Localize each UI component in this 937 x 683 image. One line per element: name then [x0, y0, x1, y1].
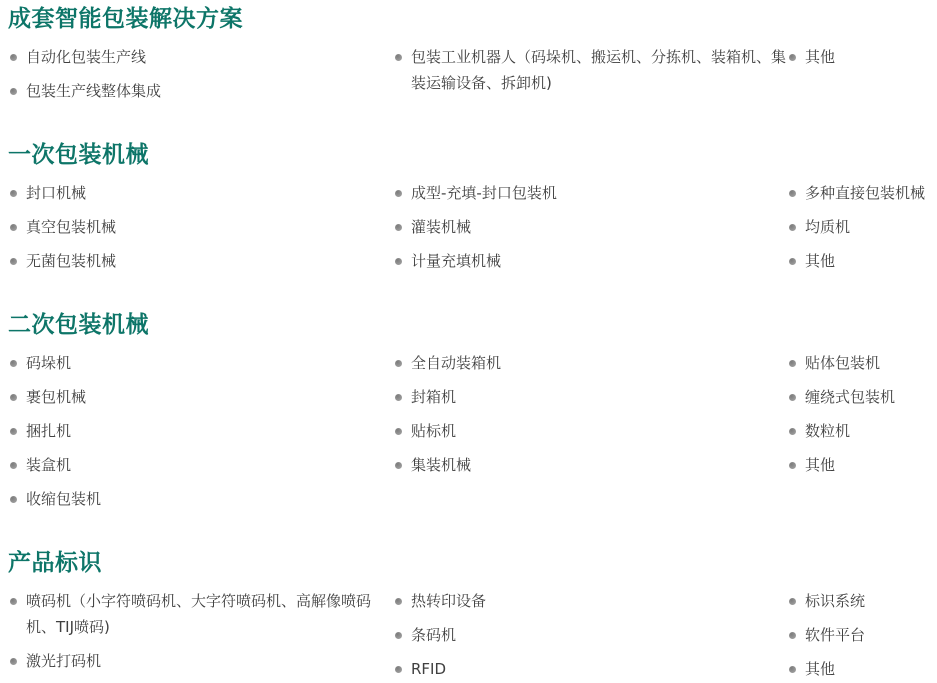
bullet-icon [395, 394, 402, 401]
category-item-label: 裹包机械 [26, 388, 87, 406]
category-item[interactable] [393, 452, 787, 478]
bullet-icon [10, 224, 17, 231]
category-item-label: 其他 [805, 48, 836, 66]
category-item[interactable] [787, 622, 937, 648]
category-item[interactable] [8, 452, 393, 478]
category-column [393, 44, 787, 104]
section-columns [8, 588, 937, 683]
bullet-icon [10, 428, 17, 435]
bullet-icon [395, 632, 402, 639]
category-item-label: 条码机 [411, 626, 457, 644]
category-item[interactable] [393, 656, 787, 682]
category-item-label: 包装生产线整体集成 [26, 82, 162, 100]
category-column [393, 350, 787, 486]
category-item-label: 其他 [805, 252, 836, 270]
category-item[interactable] [8, 214, 393, 240]
category-item-label: 喷码机（小字符喷码机、大字符喷码机、高解像喷码机、TIJ喷码) [26, 592, 372, 636]
category-item[interactable] [8, 418, 393, 444]
category-item[interactable] [787, 418, 937, 444]
section-columns [8, 44, 937, 112]
category-item[interactable] [8, 44, 393, 70]
bullet-icon [789, 190, 796, 197]
category-item[interactable] [393, 248, 787, 274]
category-column [8, 180, 393, 282]
category-item[interactable] [8, 350, 393, 376]
category-item-label: 捆扎机 [26, 422, 72, 440]
category-item-label: 收缩包装机 [26, 490, 102, 508]
bullet-icon [789, 360, 796, 367]
category-item-label: 自动化包装生产线 [26, 48, 147, 66]
category-item[interactable] [8, 588, 393, 640]
category-item[interactable] [8, 78, 393, 104]
bullet-icon [789, 258, 796, 265]
category-item-label: 均质机 [805, 218, 851, 236]
section-title: 二次包装机械 [8, 312, 149, 338]
category-item-label: 软件平台 [805, 626, 866, 644]
category-section [8, 312, 937, 520]
category-section [8, 142, 937, 282]
bullet-icon [395, 190, 402, 197]
category-section [8, 550, 937, 683]
category-column [8, 588, 393, 682]
bullet-icon [395, 54, 402, 61]
category-item[interactable] [393, 588, 787, 614]
category-item-label: 热转印设备 [411, 592, 487, 610]
category-item-label: 贴体包装机 [805, 354, 881, 372]
section-title: 一次包装机械 [8, 142, 149, 168]
category-item-label: 数粒机 [805, 422, 851, 440]
category-item[interactable] [393, 350, 787, 376]
category-item-label: RFID [411, 660, 447, 678]
category-item-label: 计量充填机械 [411, 252, 502, 270]
bullet-icon [10, 462, 17, 469]
category-item[interactable] [787, 248, 937, 274]
category-item-label: 包装工业机器人（码垛机、搬运机、分拣机、装箱机、集装运输设备、拆卸机) [411, 48, 787, 92]
bullet-icon [10, 258, 17, 265]
category-item-label: 无菌包装机械 [26, 252, 117, 270]
category-column [787, 44, 937, 78]
category-column [787, 180, 937, 282]
category-item[interactable] [393, 44, 787, 96]
category-section [8, 6, 937, 112]
bullet-icon [10, 598, 17, 605]
bullet-icon [395, 598, 402, 605]
bullet-icon [395, 360, 402, 367]
category-item-label: 其他 [805, 456, 836, 474]
category-item[interactable] [8, 648, 393, 674]
category-item-label: 多种直接包装机械 [805, 184, 926, 202]
section-title: 产品标识 [8, 550, 102, 576]
bullet-icon [10, 360, 17, 367]
bullet-icon [789, 632, 796, 639]
bullet-icon [395, 666, 402, 673]
category-item[interactable] [8, 486, 393, 512]
category-item-label: 真空包装机械 [26, 218, 117, 236]
category-item-label: 灌装机械 [411, 218, 472, 236]
bullet-icon [789, 54, 796, 61]
category-item[interactable] [393, 214, 787, 240]
bullet-icon [10, 54, 17, 61]
category-item-label: 封箱机 [411, 388, 457, 406]
category-column [393, 180, 787, 282]
category-item[interactable] [787, 180, 937, 206]
category-item[interactable] [393, 384, 787, 410]
category-column [8, 44, 393, 112]
category-column [393, 588, 787, 683]
bullet-icon [10, 190, 17, 197]
category-item[interactable] [8, 180, 393, 206]
category-item-label: 激光打码机 [26, 652, 102, 670]
section-columns [8, 350, 937, 520]
category-item[interactable] [787, 656, 937, 682]
bullet-icon [395, 462, 402, 469]
category-item-label: 成型-充填-封口包装机 [411, 184, 557, 202]
bullet-icon [789, 666, 796, 673]
category-item-label: 标识系统 [805, 592, 866, 610]
category-item[interactable] [8, 384, 393, 410]
category-item[interactable] [787, 214, 937, 240]
category-item-label: 集装机械 [411, 456, 472, 474]
category-column [787, 350, 937, 486]
bullet-icon [10, 394, 17, 401]
bullet-icon [789, 224, 796, 231]
category-item-label: 码垛机 [26, 354, 72, 372]
bullet-icon [10, 658, 17, 665]
category-item[interactable] [393, 622, 787, 648]
category-item[interactable] [787, 452, 937, 478]
bullet-icon [789, 428, 796, 435]
category-item[interactable] [8, 248, 393, 274]
category-column [8, 350, 393, 520]
category-item-label: 贴标机 [411, 422, 457, 440]
bullet-icon [395, 258, 402, 265]
bullet-icon [789, 394, 796, 401]
category-column [787, 588, 937, 683]
category-item[interactable] [787, 350, 937, 376]
category-item-label: 全自动装箱机 [411, 354, 502, 372]
bullet-icon [395, 224, 402, 231]
bullet-icon [789, 598, 796, 605]
category-item-label: 缠绕式包装机 [805, 388, 896, 406]
category-item[interactable] [787, 44, 937, 70]
bullet-icon [395, 428, 402, 435]
category-item[interactable] [393, 418, 787, 444]
bullet-icon [789, 462, 796, 469]
bullet-icon [10, 88, 17, 95]
category-item-label: 封口机械 [26, 184, 87, 202]
category-item-label: 其他 [805, 660, 836, 678]
section-title: 成套智能包装解决方案 [8, 6, 243, 32]
section-columns [8, 180, 937, 282]
category-item-label: 装盒机 [26, 456, 72, 474]
category-item[interactable] [787, 588, 937, 614]
bullet-icon [10, 496, 17, 503]
category-item[interactable] [393, 180, 787, 206]
category-item[interactable] [787, 384, 937, 410]
